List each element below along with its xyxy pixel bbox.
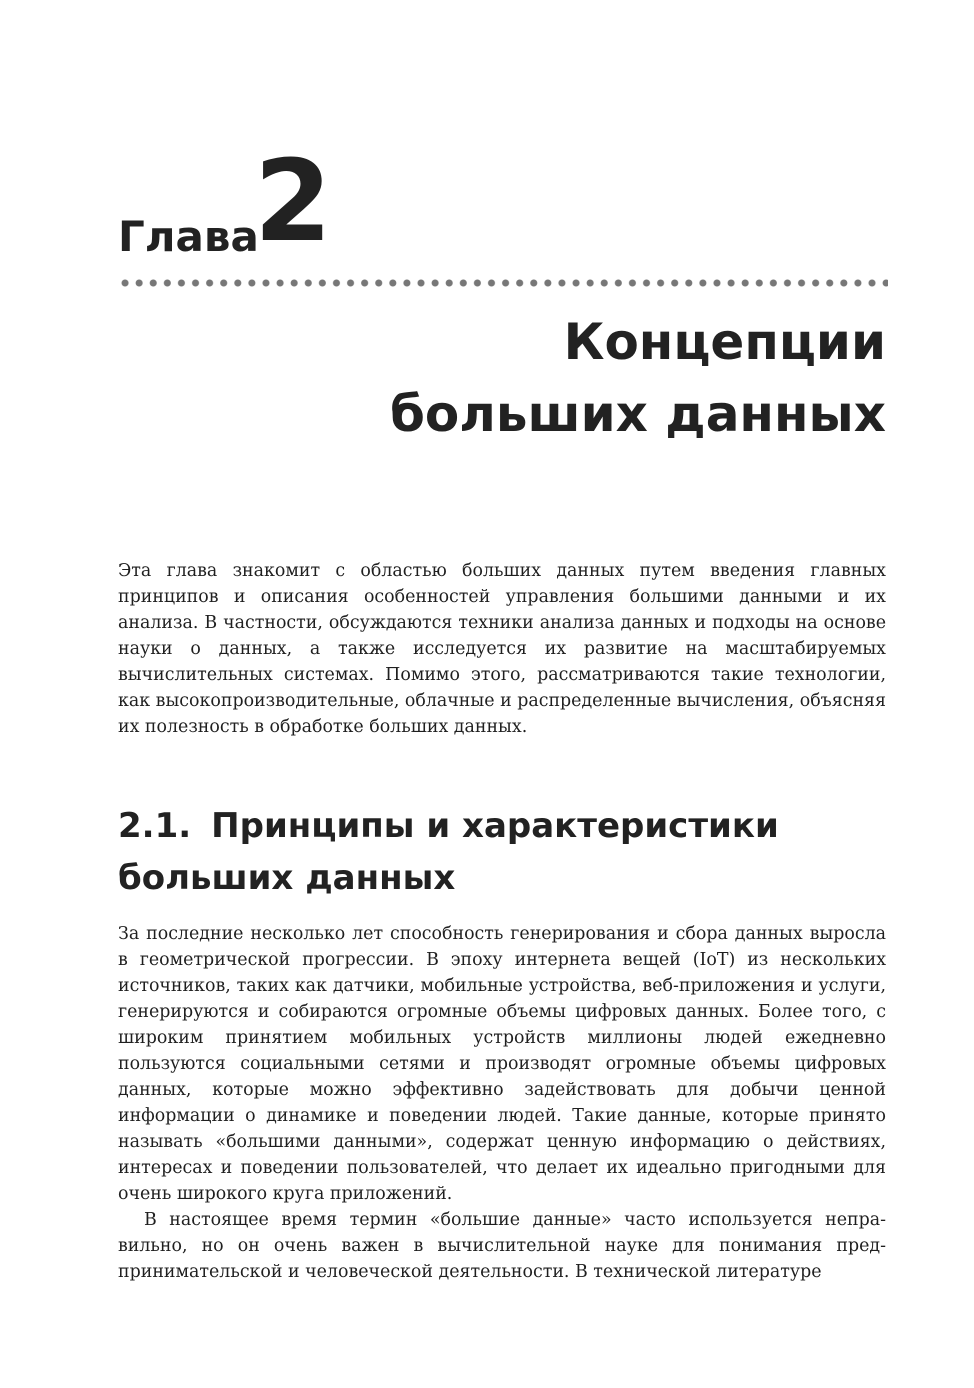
section-heading [118,800,886,904]
chapter-title [186,306,886,450]
body-paragraph: За последние несколько лет способность генерирования и сбора данных выросла в геометрической прогрессии. В эпоху интернета вещей (IoT) из нескольких источников, таких как датчики, мобильные устройства, веб-приложения и услуги, генерируются и собираются огромные объемы цифровых данных. Более того, с широким принятием мобильных устройств миллионы людей ежедневно пользуются социальными сетями и производят огромные объемы цифровых данных, которые можно эффективно задействовать для добычи ценной информации о динамике и поведении людей. Такие данные, которые принято называть «большими данными», содержат ценную информацию о действиях, интересах и поведении пользователей, что делает их идеально пригодными для очень широкого круга приложений. [118,924,886,1204]
chapter-intro [118,558,886,740]
body-paragraph: В настоящее время термин «большие данные» часто используется неправильно, но он очень важен в вычислительной науке для понимания предпринимательской и человеческой деятельности. В технической литературе [118,1210,886,1282]
section-title: Принципы и характеристики больших данных [118,806,779,898]
chapter-title-line-1: Концепции [563,313,886,371]
section-number: 2.1. [118,806,192,846]
intro-paragraph: Эта глава знакомит с областью больших данных путем введения главных принципов и описания особенностей управления большими данными и их анализа. В частности, обсуждаются техники анализа данных и подходы на основе науки о данных, а также исследуется их развитие на масштабируемых вычислительных системах. Помимо этого, рассматриваются такие технологии, как высокопроизводительные, облачные и распределенные вычисления, объясняя их полезность в обработке больших данных. [118,561,886,737]
chapter-number: 2 [254,137,332,267]
dotted-divider [118,278,888,288]
chapter-label: Глава [118,212,259,261]
chapter-title-line-2: больших данных [390,385,886,443]
chapter-header [118,137,886,270]
section-body [118,921,886,1285]
